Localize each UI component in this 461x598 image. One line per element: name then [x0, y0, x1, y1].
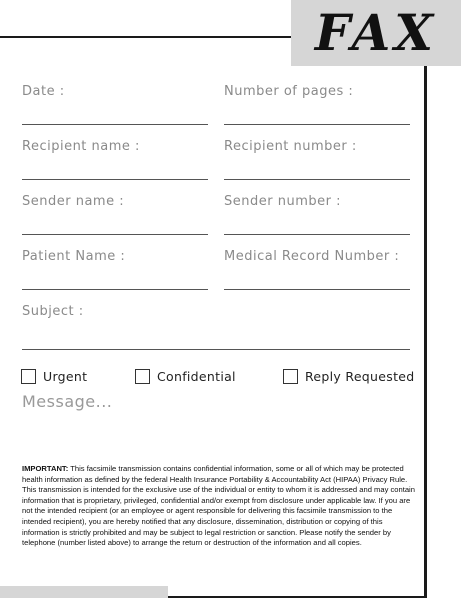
notice-heading: IMPORTANT:	[22, 464, 69, 473]
sender-number-label: Sender number :	[224, 194, 341, 209]
reply-requested-option[interactable]	[283, 366, 415, 386]
pages-field[interactable]	[224, 84, 410, 126]
urgent-option[interactable]	[21, 366, 87, 386]
medical-record-field[interactable]	[224, 249, 410, 291]
pages-label: Number of pages :	[224, 84, 354, 99]
recipient-name-line	[22, 179, 208, 180]
sender-number-field[interactable]	[224, 194, 410, 236]
recipient-number-label: Recipient number :	[224, 139, 357, 154]
right-border	[424, 66, 427, 598]
sender-name-line	[22, 234, 208, 235]
recipient-number-line	[224, 179, 410, 180]
message-area[interactable]: Message...	[22, 392, 113, 411]
confidential-label: Confidential	[157, 368, 236, 384]
subject-line	[22, 349, 410, 350]
reply-requested-label: Reply Requested	[305, 368, 415, 384]
patient-name-line	[22, 289, 208, 290]
sender-number-line	[224, 234, 410, 235]
date-label: Date :	[22, 84, 65, 99]
subject-label: Subject :	[22, 304, 84, 319]
sender-name-label: Sender name :	[22, 194, 125, 209]
confidential-checkbox[interactable]	[135, 369, 150, 384]
fax-header	[291, 0, 461, 66]
bottom-bar	[0, 586, 168, 598]
patient-name-field[interactable]	[22, 249, 208, 291]
subject-field[interactable]	[22, 304, 410, 352]
medical-record-label: Medical Record Number :	[224, 249, 400, 264]
medical-record-line	[224, 289, 410, 290]
date-field[interactable]	[22, 84, 208, 126]
reply-requested-checkbox[interactable]	[283, 369, 298, 384]
top-rule	[0, 36, 292, 38]
recipient-number-field[interactable]	[224, 139, 410, 181]
recipient-name-label: Recipient name :	[22, 139, 140, 154]
fax-title: FAX	[314, 3, 438, 62]
urgent-label: Urgent	[43, 368, 88, 384]
recipient-name-field[interactable]	[22, 139, 208, 181]
confidential-option[interactable]	[135, 366, 236, 386]
confidentiality-notice	[22, 464, 418, 549]
urgent-checkbox[interactable]	[21, 369, 36, 384]
date-line	[22, 124, 208, 125]
patient-name-label: Patient Name :	[22, 249, 126, 264]
pages-line	[224, 124, 410, 125]
notice-body: This facsimile transmission contains confidential information, some or all of which may be protected health information as defined by the federal Health Insurance Portability & Accountability Act (HIPAA) Privacy Rule. This transmission is intended for the exclusive use of the individual or entity to whom it is addressed and may contain information that is proprietary, privileged, confidential and/or exempt from disclosure under applicable law. If you are not the intended recipient (or an employee or agent responsible for delivering this facsimile transmission to the intended recipient), you are hereby notified that any disclosure, dissemination, distribution or copying of this information is strictly prohibited and may be subject to legal restriction or sanction. Please notify the sender by telephone (number listed above) to arrange the return or destruction of the information and all copies.	[22, 464, 415, 548]
sender-name-field[interactable]	[22, 194, 208, 236]
